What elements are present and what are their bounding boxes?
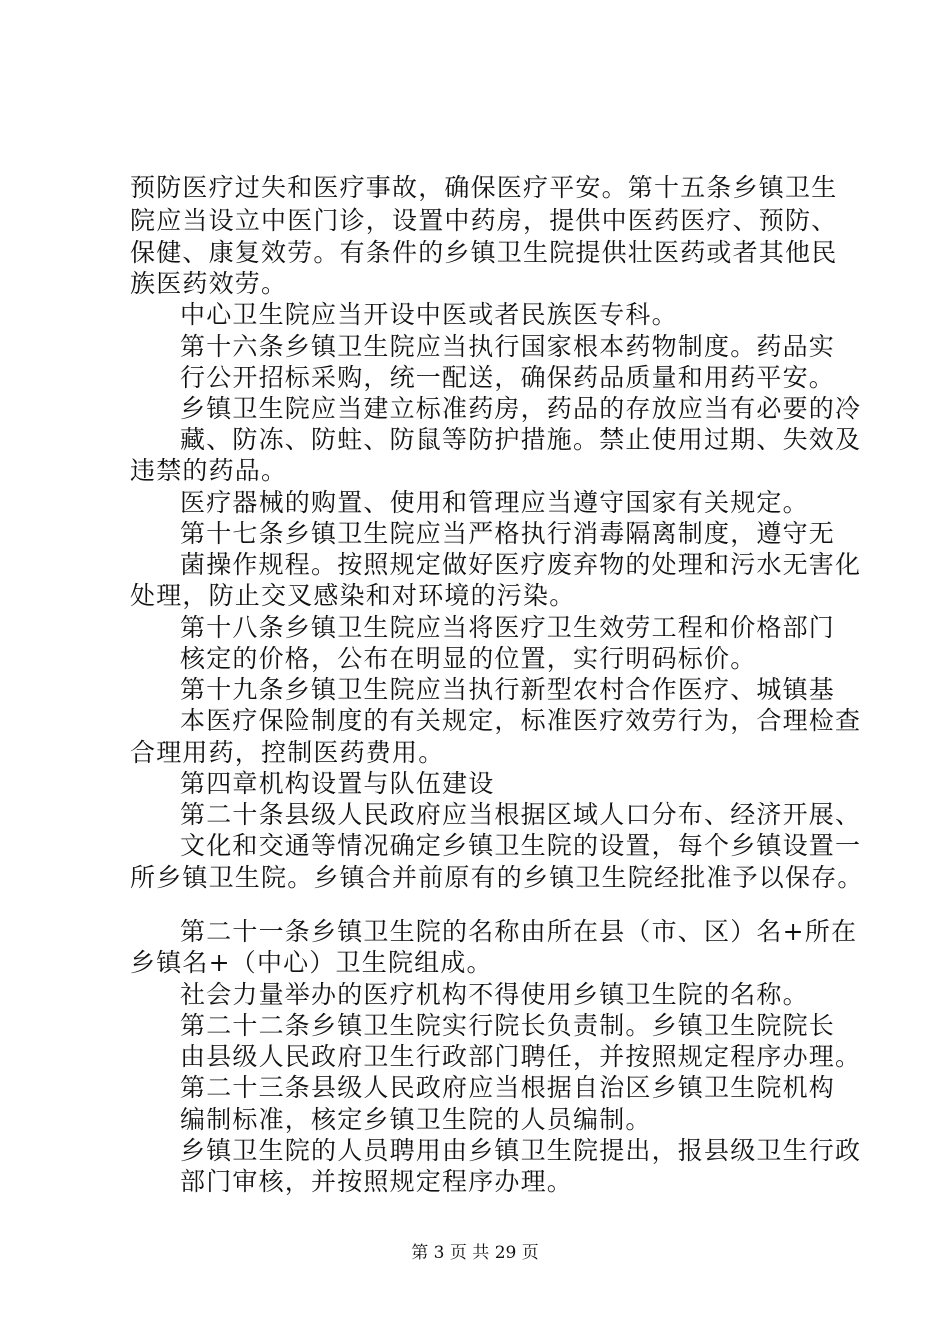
page-footer: 第 3 页 共 29 页 [411, 1243, 539, 1263]
text-line: 乡镇卫生院的人员聘用由乡镇卫生院提出，报县级卫生行政 [180, 1136, 862, 1165]
text-line: 第十八条乡镇卫生院应当将医疗卫生效劳工程和价格部门 [180, 613, 836, 642]
text-line: 合理用药，控制医药费用。 [130, 738, 445, 767]
text-line: 第十六条乡镇卫生院应当执行国家根本药物制度。药品实 [180, 332, 836, 361]
text-line: 院应当设立中医门诊，设置中药房，提供中医药医疗、预防、 [130, 206, 838, 235]
text-line: 菌操作规程。按照规定做好医疗废弃物的处理和污水无害化 [180, 550, 862, 579]
text-line: 中心卫生院应当开设中医或者民族医专科。 [180, 300, 678, 329]
text-line: 行公开招标采购，统一配送，确保药品质量和用药平安。 [180, 363, 836, 392]
text-line: 第二十条县级人民政府应当根据区域人口分布、经济开展、 [180, 800, 862, 829]
text-line: 族医药效劳。 [130, 269, 288, 298]
text-line: 第十九条乡镇卫生院应当执行新型农村合作医疗、城镇基 [180, 675, 836, 704]
text-line: 文化和交通等情况确定乡镇卫生院的设置，每个乡镇设置一 [180, 831, 862, 860]
text-line: 乡镇名+（中心）卫生院组成。 [130, 948, 493, 977]
text-line: 违禁的药品。 [130, 456, 288, 485]
text-line: 处理，防止交叉感染和对环境的污染。 [130, 581, 576, 610]
text-line: 由县级人民政府卫生行政部门聘任，并按照规定程序办理。 [180, 1042, 862, 1071]
text-line: 所乡镇卫生院。乡镇合并前原有的乡镇卫生院经批准予以保存。 [130, 863, 864, 892]
text-line: 第二十一条乡镇卫生院的名称由所在县（市、区）名+所在 [180, 917, 858, 946]
text-line: 藏、防冻、防蛀、防鼠等防护措施。禁止使用过期、失效及 [180, 425, 862, 454]
text-line: 乡镇卫生院应当建立标准药房，药品的存放应当有必要的冷 [180, 394, 862, 423]
text-line: 第二十三条县级人民政府应当根据自治区乡镇卫生院机构 [180, 1073, 836, 1102]
text-line: 编制标准，核定乡镇卫生院的人员编制。 [180, 1105, 652, 1134]
text-line: 第十七条乡镇卫生院应当严格执行消毒隔离制度，遵守无 [180, 519, 836, 548]
text-line: 部门审核，并按照规定程序办理。 [180, 1167, 574, 1196]
text-line: 预防医疗过失和医疗事故，确保医疗平安。第十五条乡镇卫生 [130, 173, 838, 202]
text-line: 保健、康复效劳。有条件的乡镇卫生院提供壮医药或者其他民 [130, 238, 838, 267]
text-line: 第二十二条乡镇卫生院实行院长负责制。乡镇卫生院院长 [180, 1011, 836, 1040]
text-line: 核定的价格，公布在明显的位置，实行明码标价。 [180, 644, 757, 673]
text-line: 医疗器械的购置、使用和管理应当遵守国家有关规定。 [180, 488, 809, 517]
text-line: 本医疗保险制度的有关规定，标准医疗效劳行为，合理检查 [180, 706, 862, 735]
section-heading: 第四章机构设置与队伍建设 [180, 769, 495, 798]
text-line: 社会力量举办的医疗机构不得使用乡镇卫生院的名称。 [180, 980, 809, 1009]
